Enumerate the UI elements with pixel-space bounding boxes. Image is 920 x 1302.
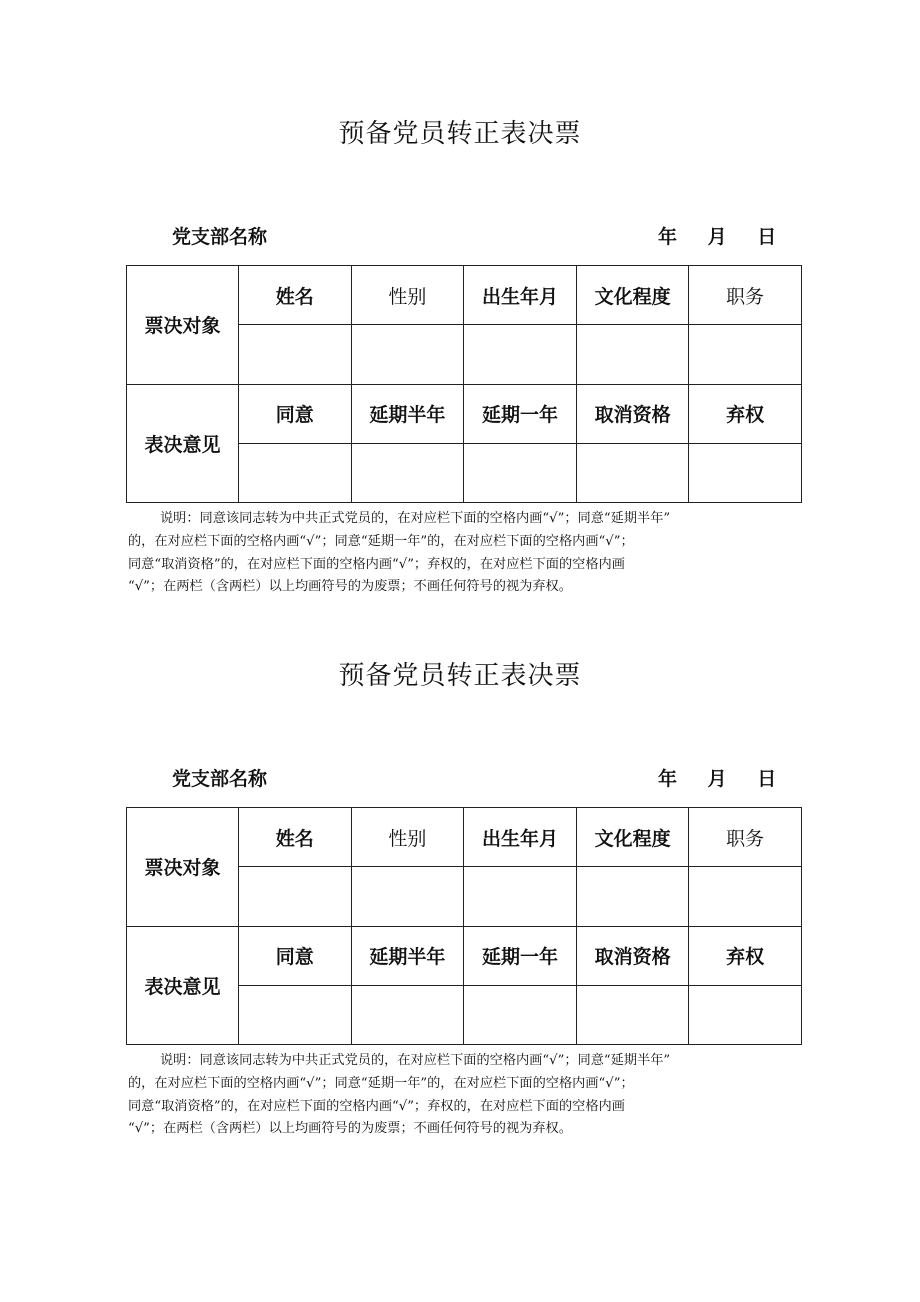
header-delay-half-year: 延期半年 [351, 926, 464, 985]
row-label-opinion: 表决意见 [127, 384, 239, 503]
note-line: 同意“取消资格”的，在对应栏下面的空格内画“√”；弃权的，在对应栏下面的空格内画 [128, 556, 625, 572]
ballot-form [0, 542, 920, 1142]
vote-cancel-cell[interactable] [576, 985, 689, 1044]
form-title: 预备党员转正表决票 [338, 119, 582, 149]
subject-name-cell[interactable] [239, 325, 352, 384]
header-agree: 同意 [239, 384, 352, 443]
header-cancel: 取消资格 [576, 926, 689, 985]
vote-abstain-cell[interactable] [689, 443, 802, 502]
vote-cancel-cell[interactable] [576, 443, 689, 502]
date-month-label: 月 [707, 768, 727, 790]
subject-gender-cell[interactable] [351, 325, 464, 384]
header-education: 文化程度 [576, 266, 689, 325]
header-delay-one-year: 延期一年 [464, 384, 577, 443]
header-name: 姓名 [239, 266, 352, 325]
header-delay-one-year: 延期一年 [464, 926, 577, 985]
ballot-table [126, 265, 802, 503]
vote-delay-one-year-cell[interactable] [464, 443, 577, 502]
date-year-label: 年 [658, 226, 678, 248]
note-line: 的，在对应栏下面的空格内画“√”；同意“延期一年”的，在对应栏下面的空格内画“√”； [128, 533, 634, 549]
note-line: 的，在对应栏下面的空格内画“√”；同意“延期一年”的，在对应栏下面的空格内画“√”； [128, 1075, 634, 1091]
header-birth: 出生年月 [464, 266, 577, 325]
table-row [127, 266, 802, 325]
subject-name-cell[interactable] [239, 867, 352, 926]
subject-birth-cell[interactable] [464, 867, 577, 926]
subject-gender-cell[interactable] [351, 867, 464, 926]
header-name: 姓名 [239, 808, 352, 867]
branch-name-label: 党支部名称 [172, 226, 268, 248]
subject-education-cell[interactable] [576, 867, 689, 926]
vote-delay-one-year-cell[interactable] [464, 985, 577, 1044]
subject-birth-cell[interactable] [464, 325, 577, 384]
subject-position-cell[interactable] [689, 867, 802, 926]
note-line: “√”；在两栏（含两栏）以上均画符号的为废票；不画任何符号的视为弃权。 [128, 1121, 572, 1137]
header-position: 职务 [689, 808, 802, 867]
instructions-note [128, 1050, 808, 1141]
row-label-subject: 票决对象 [127, 808, 239, 927]
header-education: 文化程度 [576, 808, 689, 867]
vote-agree-cell[interactable] [239, 443, 352, 502]
branch-name-label: 党支部名称 [172, 768, 268, 790]
header-abstain: 弃权 [689, 926, 802, 985]
header-cancel: 取消资格 [576, 384, 689, 443]
note-line: 说明：同意该同志转为中共正式党员的，在对应栏下面的空格内画“√”；同意“延期半年” [160, 511, 671, 526]
row-label-subject: 票决对象 [127, 266, 239, 385]
subject-education-cell[interactable] [576, 325, 689, 384]
table-row [127, 808, 802, 867]
header-gender: 性别 [351, 808, 464, 867]
date-month-label: 月 [707, 226, 727, 248]
header-agree: 同意 [239, 926, 352, 985]
date-day-label: 日 [757, 226, 777, 248]
vote-agree-cell[interactable] [239, 985, 352, 1044]
row-label-opinion: 表决意见 [127, 926, 239, 1045]
note-line: 同意“取消资格”的，在对应栏下面的空格内画“√”；弃权的，在对应栏下面的空格内画 [128, 1098, 625, 1114]
table-row [127, 926, 802, 985]
vote-delay-half-year-cell[interactable] [351, 443, 464, 502]
date-day-label: 日 [757, 768, 777, 790]
header-position: 职务 [689, 266, 802, 325]
note-line: “√”；在两栏（含两栏）以上均画符号的为废票；不画任何符号的视为弃权。 [128, 579, 572, 595]
header-abstain: 弃权 [689, 384, 802, 443]
vote-abstain-cell[interactable] [689, 985, 802, 1044]
subject-position-cell[interactable] [689, 325, 802, 384]
date-fields [658, 222, 776, 249]
table-row [127, 384, 802, 443]
date-year-label: 年 [658, 768, 678, 790]
header-delay-half-year: 延期半年 [351, 384, 464, 443]
ballot-form [0, 0, 920, 600]
date-fields [658, 764, 776, 791]
ballot-table [126, 807, 802, 1045]
note-line: 说明：同意该同志转为中共正式党员的，在对应栏下面的空格内画“√”；同意“延期半年” [160, 1053, 671, 1068]
header-gender: 性别 [351, 266, 464, 325]
form-title: 预备党员转正表决票 [338, 661, 582, 691]
vote-delay-half-year-cell[interactable] [351, 985, 464, 1044]
header-birth: 出生年月 [464, 808, 577, 867]
